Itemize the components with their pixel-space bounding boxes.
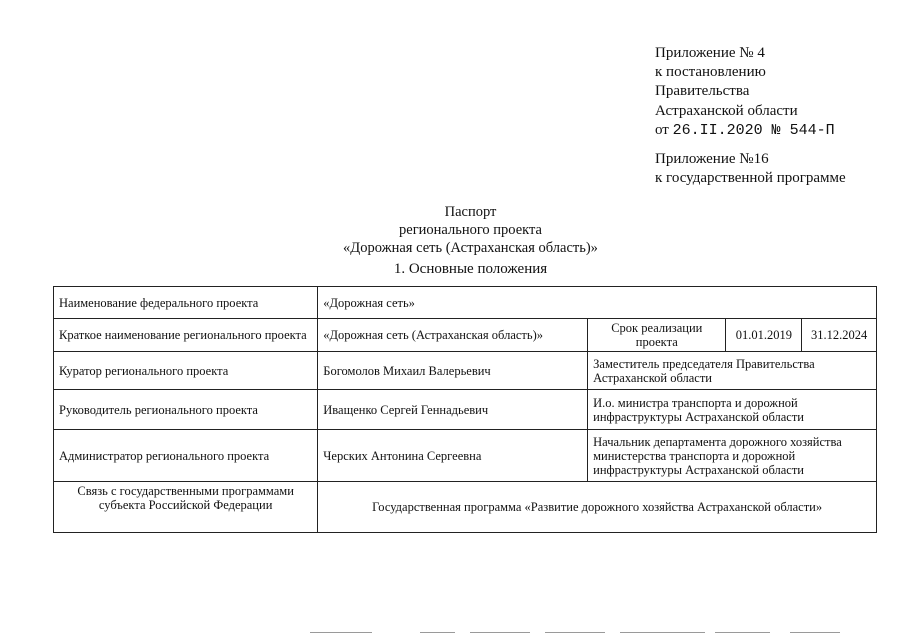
scan-artifact-line <box>715 632 770 633</box>
short-name-value: «Дорожная сеть (Астраханская область)» <box>318 319 588 352</box>
appendix-4-date <box>655 121 835 140</box>
table-row <box>54 390 877 430</box>
head-label: Руководитель регионального проекта <box>54 390 318 430</box>
appendix-4-line2: к постановлению <box>655 64 766 81</box>
scan-artifact-line <box>620 632 705 633</box>
table-row <box>54 482 877 533</box>
curator-label: Куратор регионального проекта <box>54 352 318 390</box>
federal-project-label: Наименование федерального проекта <box>54 287 318 319</box>
curator-name: Богомолов Михаил Валерьевич <box>318 352 588 390</box>
scan-artifact-line <box>420 632 455 633</box>
passport-title <box>0 203 905 257</box>
scan-artifact-line <box>470 632 530 633</box>
head-position: И.о. министра транспорта и дорожной инфраструктуры Астраханской области <box>588 390 877 430</box>
scan-artifact-line <box>790 632 840 633</box>
table-row <box>54 287 877 319</box>
federal-project-value: «Дорожная сеть» <box>318 287 877 319</box>
term-label: Срок реализации проекта <box>588 319 726 352</box>
appendix-4-date-prefix: от <box>655 121 669 138</box>
table-row <box>54 430 877 482</box>
appendix-4-line1: Приложение № 4 <box>655 45 765 61</box>
scan-artifact-line <box>310 632 372 633</box>
appendix-16-header <box>655 150 846 188</box>
table-row <box>54 352 877 390</box>
passport-title-line1: Паспорт <box>444 204 497 220</box>
section-title-text: 1. Основные положения <box>393 261 548 277</box>
appendix-4-line3: Правительства <box>655 83 750 100</box>
passport-table <box>53 286 877 533</box>
programs-label: Связь с государственными программами субъекта Российской Федерации <box>54 482 318 533</box>
passport-title-line3: «Дорожная сеть (Астраханская область)» <box>343 240 598 256</box>
head-name: Иващенко Сергей Геннадьевич <box>318 390 588 430</box>
admin-position: Начальник департамента дорожного хозяйства министерства транспорта и дорожной инфраструктуры Астраханской области <box>588 430 877 482</box>
admin-name: Черских Антонина Сергеевна <box>318 430 588 482</box>
section-title <box>0 261 905 278</box>
short-name-label: Краткое наименование регионального проекта <box>54 319 318 352</box>
term-end: 31.12.2024 <box>802 319 877 352</box>
passport-title-line2: регионального проекта <box>399 222 542 238</box>
appendix-16-line2: к государственной программе <box>655 170 846 187</box>
scan-artifact-line <box>545 632 605 633</box>
admin-label: Администратор регионального проекта <box>54 430 318 482</box>
table-row <box>54 319 877 352</box>
programs-value: Государственная программа «Развитие дорожного хозяйства Астраханской области» <box>318 482 877 533</box>
appendix-4-header <box>655 44 835 140</box>
appendix-16-line1: Приложение №16 <box>655 151 769 167</box>
appendix-4-date-value: 26.II.2020 № 544-П <box>672 121 835 139</box>
term-start: 01.01.2019 <box>726 319 802 352</box>
appendix-4-line4: Астраханской области <box>655 102 798 119</box>
curator-position: Заместитель председателя Правительства Астраханской области <box>588 352 877 390</box>
